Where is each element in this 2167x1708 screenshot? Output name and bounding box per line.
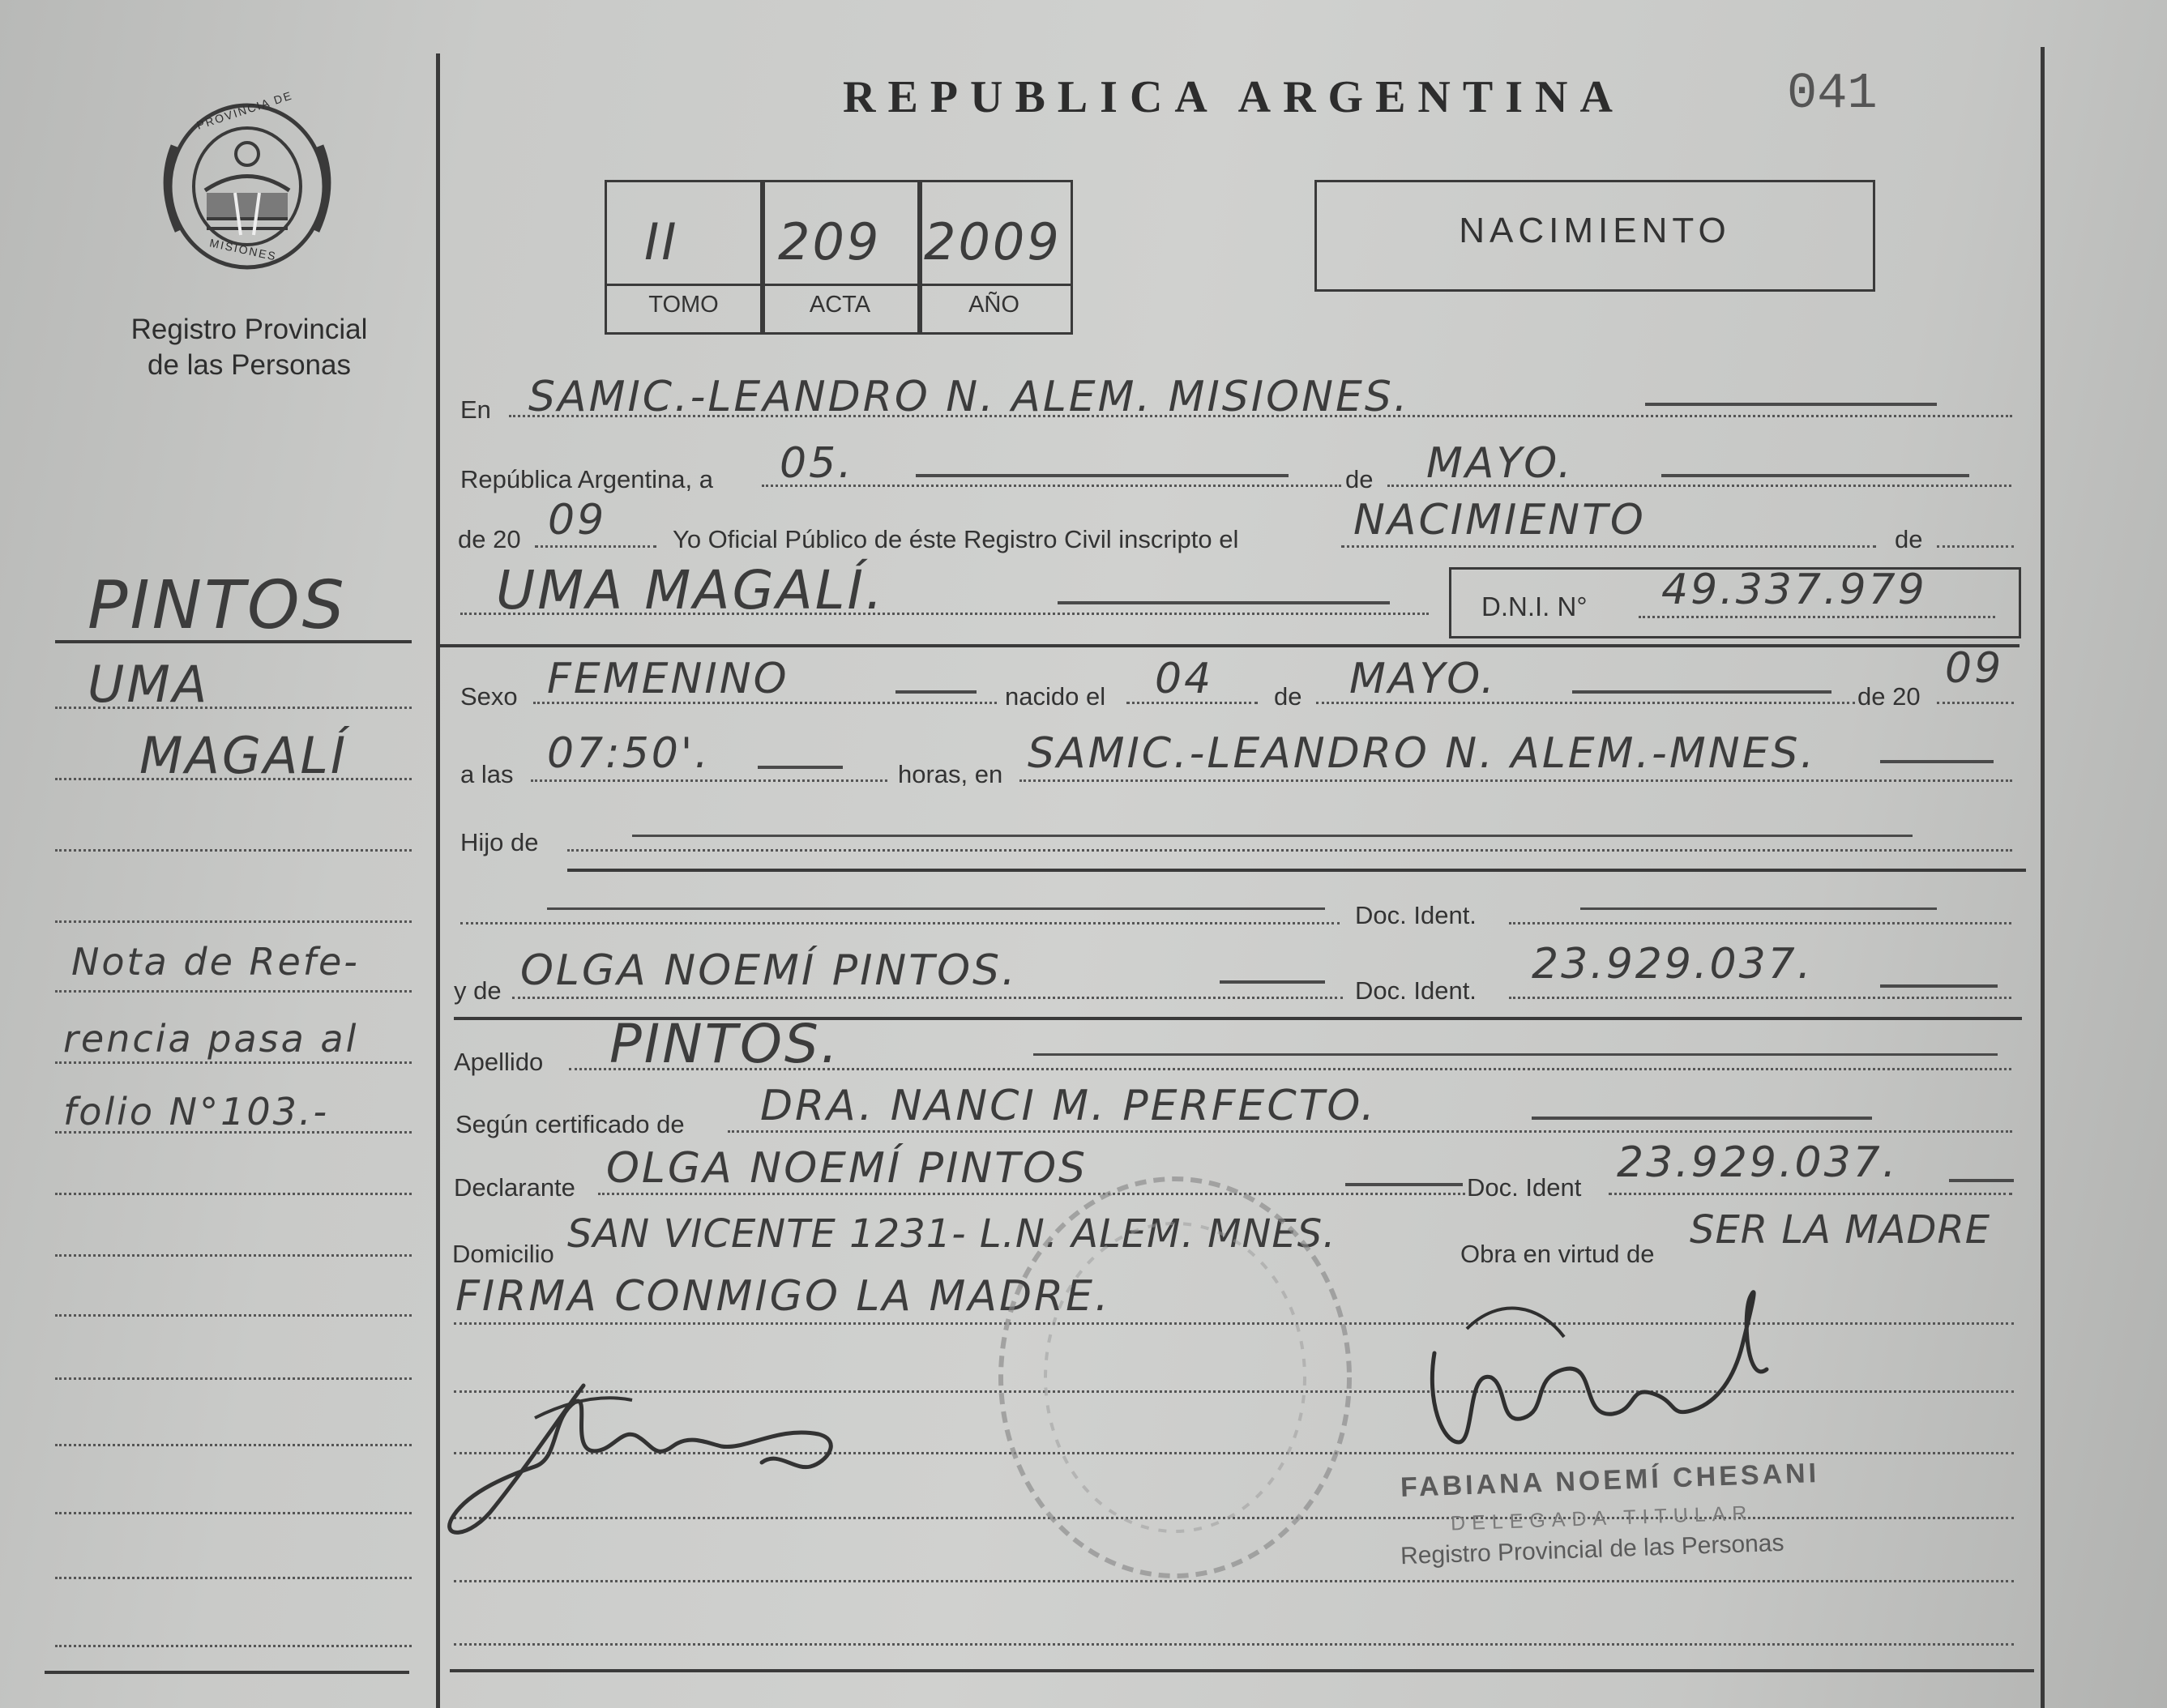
label-de-end: de [1895, 525, 1923, 553]
registry-name [89, 312, 409, 383]
label-declarante: Declarante [454, 1173, 575, 1202]
dotline-doc1 [1509, 922, 2011, 924]
label-doc2: Doc. Ident. [1355, 976, 1477, 1005]
dotline-inscripto [1341, 545, 1876, 548]
label-domicilio: Domicilio [452, 1240, 554, 1268]
value-certificado: DRA. NANCI M. PERFECTO. [760, 1082, 1377, 1130]
label-doc3: Doc. Ident [1467, 1173, 1582, 1202]
label-nac-de20: de 20 [1857, 682, 1921, 711]
label-republica: República Argentina, a [460, 465, 713, 493]
value-firma: FIRMA CONMIGO LA MADRE. [455, 1272, 1111, 1321]
label-nac-de: de [1274, 682, 1302, 711]
official-title: DELEGADA TITULAR [1450, 1501, 1754, 1535]
value-en: SAMIC.-LEANDRO N. ALEM. MISIONES. [528, 373, 1410, 421]
dotline-lugar [1019, 779, 2012, 782]
dotline-dni [1639, 616, 1995, 618]
value-nombre: UMA MAGALÍ. [496, 559, 885, 621]
label-horas: horas, en [898, 760, 1003, 788]
margin-dotline [55, 1645, 412, 1647]
dotline-hora [531, 779, 887, 782]
label-alas: a las [460, 760, 514, 788]
label-de: de [1345, 465, 1374, 493]
section-rule-bottom [450, 1669, 2034, 1672]
acta-header: ACTA [809, 292, 871, 318]
label-en: En [460, 395, 491, 424]
seal-top-text: PROVINCIA DE [194, 88, 295, 132]
margin-dotline [55, 1254, 412, 1257]
margin-dotline [55, 1444, 412, 1446]
label-doc1: Doc. Ident. [1355, 901, 1477, 929]
value-apellido: PINTOS. [609, 1013, 840, 1075]
section-rule-1 [439, 644, 2020, 647]
label-sexo: Sexo [460, 682, 518, 711]
margin-dotline [55, 1512, 412, 1514]
label-apellido: Apellido [454, 1048, 544, 1076]
registry-stamp-icon [985, 1167, 1366, 1588]
filler-dash [547, 907, 1325, 910]
value-dia: 05. [780, 439, 854, 488]
margin-dotline [55, 1377, 412, 1380]
margin-dotline [55, 990, 412, 993]
filler-dash [1661, 474, 1969, 477]
margin-note-line3: folio N°103.- [63, 1090, 330, 1134]
value-inscripto: NACIMIENTO [1353, 496, 1646, 544]
anio-value: 2009 [924, 212, 1062, 271]
value-lugar: SAMIC.-LEANDRO N. ALEM.-MNES. [1028, 729, 1816, 778]
dotline-blank [454, 1643, 2014, 1646]
dotline-de-end [1937, 545, 2014, 548]
value-mes: MAYO. [1426, 439, 1574, 488]
filler-dash [1580, 907, 1937, 910]
label-dni: D.N.I. N° [1481, 591, 1588, 621]
dotline-doc3 [1609, 1193, 2012, 1195]
dotline-padre [460, 922, 1340, 924]
anio-header: AÑO [968, 292, 1019, 318]
declarant-signature-icon [438, 1369, 859, 1556]
value-doc-decl: 23.929.037. [1617, 1138, 1899, 1187]
tomo-value: II [644, 212, 679, 271]
seal-bottom-text: MISIONES [208, 236, 279, 263]
margin-dotline [55, 849, 412, 852]
section-rule-2 [567, 869, 2026, 872]
label-nacido: nacido el [1005, 682, 1106, 711]
official-registry: Registro Provincial de las Personas [1400, 1529, 1784, 1570]
tomo-header: TOMO [648, 292, 719, 318]
dotline-hijo [567, 849, 2012, 852]
value-domicilio: SAN VICENTE 1231- L.N. ALEM. MNES. [567, 1211, 1336, 1257]
filler-dash [1058, 601, 1390, 604]
filler-dash [1572, 690, 1831, 694]
margin-dotline [55, 920, 412, 923]
value-hora: 07:50'. [547, 729, 711, 778]
margin-dotline [55, 1577, 412, 1579]
registry-name-line2: de las Personas [147, 349, 351, 381]
value-sexo: FEMENINO [547, 655, 789, 703]
value-nac-dia: 04 [1155, 655, 1214, 703]
label-yde: y de [454, 976, 502, 1005]
margin-rule-bottom [45, 1671, 409, 1674]
margin-dotline [55, 1314, 412, 1317]
value-madre: OLGA NOEMÍ PINTOS. [520, 946, 1018, 995]
label-inscripto: Yo Oficial Público de éste Registro Civil inscripto el [673, 525, 1239, 553]
value-dni: 49.337.979 [1661, 566, 1927, 614]
filler-dash [1220, 980, 1325, 984]
official-signature-icon [1410, 1280, 1791, 1483]
right-border [2041, 47, 2045, 1708]
value-nac-anio: 09 [1945, 644, 2004, 693]
acta-value: 209 [778, 212, 882, 271]
filler-dash [916, 474, 1289, 477]
dotline-nac-anio [1937, 702, 2014, 704]
filler-dash [1645, 403, 1937, 406]
act-type: NACIMIENTO [1459, 211, 1731, 250]
margin-note-line2: rencia pasa al [63, 1017, 359, 1061]
filler-dash [1880, 984, 1998, 988]
dotline-madre [512, 997, 1343, 999]
filler-dash [1532, 1117, 1872, 1120]
dotline-anio [535, 545, 656, 548]
label-certificado: Según certificado de [455, 1110, 685, 1138]
value-obra: SER LA MADRE [1690, 1207, 1991, 1253]
filler-dash [895, 690, 977, 694]
folio-number: 041 [1787, 65, 1878, 122]
filler-dash [1880, 760, 1994, 763]
box-divider [605, 284, 1071, 286]
label-de20: de 20 [458, 525, 521, 553]
value-declarante: OLGA NOEMÍ PINTOS [606, 1144, 1088, 1193]
filler-dash [758, 766, 843, 769]
margin-given2: MAGALÍ [139, 726, 348, 785]
filler-dash [1033, 1053, 1998, 1056]
label-obra: Obra en virtud de [1460, 1240, 1655, 1268]
registry-name-line1: Registro Provincial [130, 314, 368, 345]
margin-dotline [55, 1193, 412, 1195]
label-hijo: Hijo de [460, 828, 539, 856]
value-doc-madre: 23.929.037. [1532, 940, 1814, 989]
filler-dash [1949, 1179, 2014, 1182]
margin-note-line1: Nota de Refe- [71, 940, 360, 984]
margin-dotline [55, 1061, 412, 1064]
country-header: REPUBLICA ARGENTINA [843, 72, 1625, 122]
filler-dash [632, 835, 1913, 837]
dotline-doc2 [1509, 997, 2011, 999]
value-anio: 09 [548, 496, 607, 544]
dotline-certificado [728, 1130, 2012, 1133]
value-nac-mes: MAYO. [1349, 655, 1497, 703]
official-name: FABIANA NOEMÍ CHESANI [1400, 1457, 1820, 1504]
margin-surname: PINTOS [88, 567, 347, 644]
margin-given1: UMA [88, 655, 210, 714]
